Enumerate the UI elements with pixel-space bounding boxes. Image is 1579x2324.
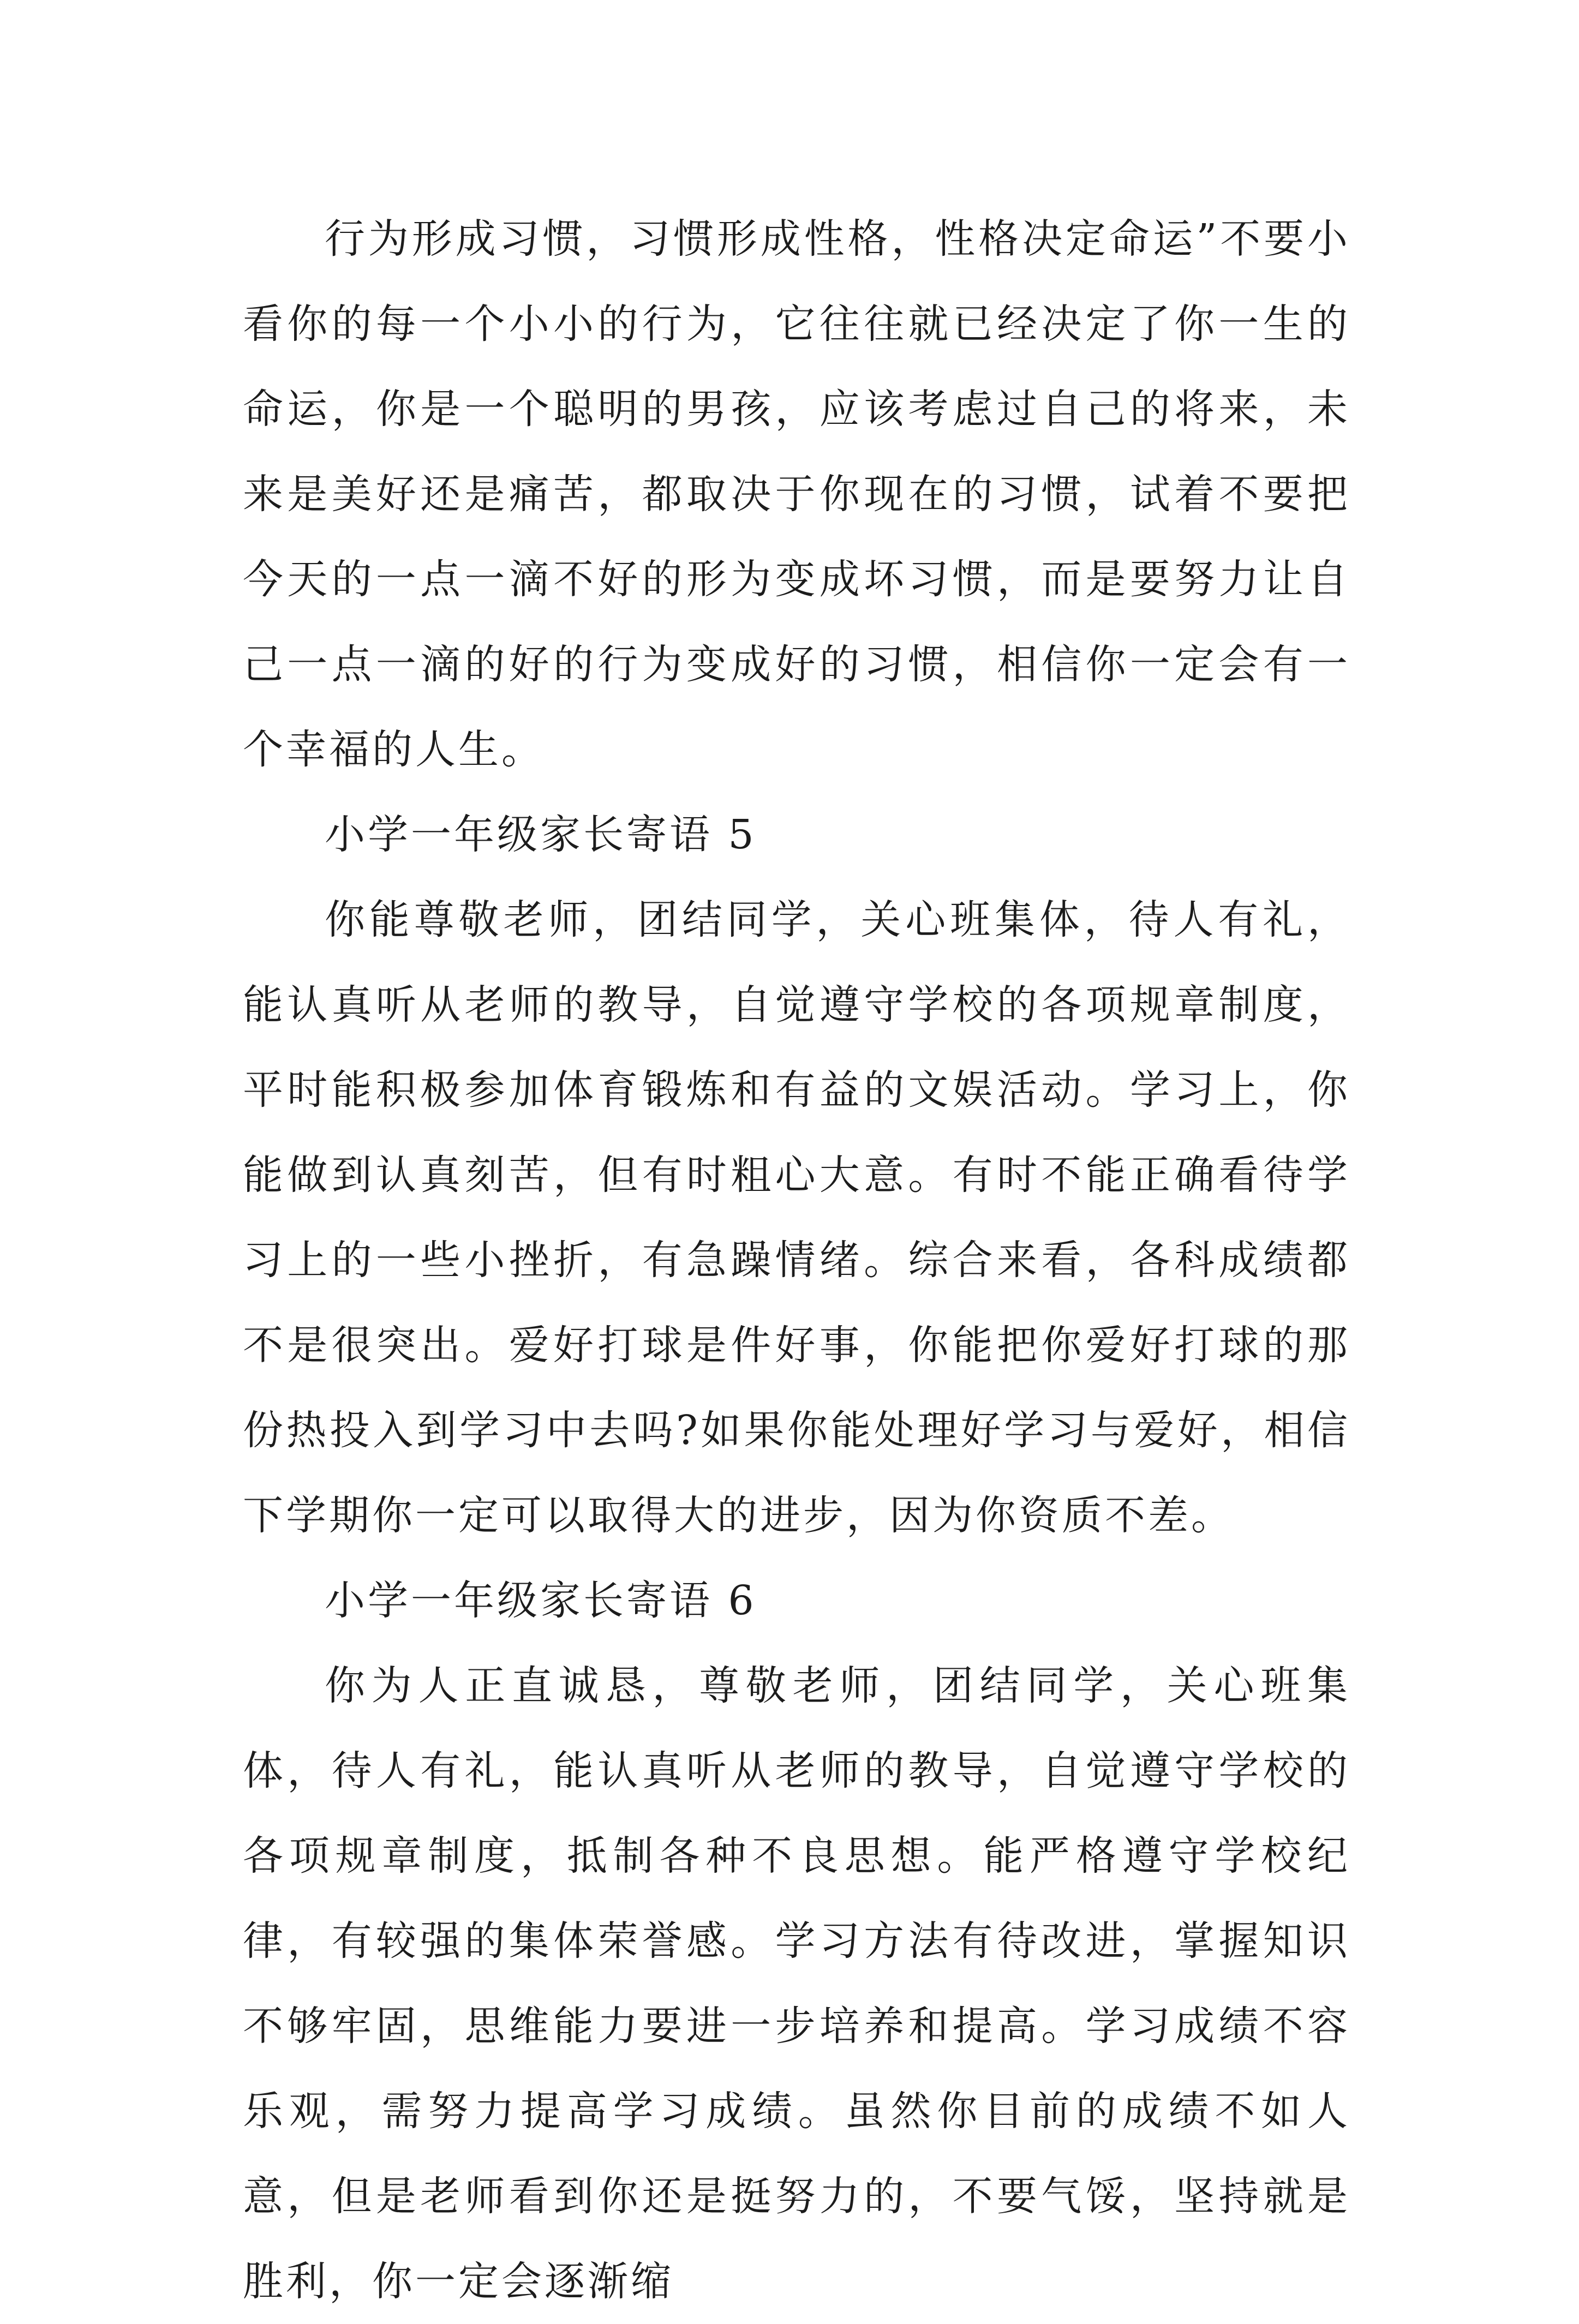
paragraph-message-5: 你能尊敬老师，团结同学，关心班集体，待人有礼，能认真听从老师的教导，自觉遵守学校的各项规章制度，平时能积极参加体育锻炼和有益的文娱活动。学习上，你能做到认真刻苦，但有时粗心大意。有时不能正确看待学习上的一些小挫折，有急躁情绪。综合来看，各科成绩都不是很突出。爱好打球是件好事，你能把你爱好打球的那份热投入到学习中去吗?如果你能处理好学习与爱好，相信下学期你一定可以取得大的进步，因为你资质不差。 xyxy=(243,896,1350,1539)
document-body xyxy=(243,196,1350,2324)
heading-message-6: 小学一年级家长寄语 6 xyxy=(325,1577,757,1624)
paragraph-habit: 行为形成习惯，习惯形成性格，性格决定命运”不要小看你的每一个小小的行为，它往往就已经决定了你一生的命运，你是一个聪明的男孩，应该考虑过自己的将来，未来是美好还是痛苦，都取决于你现在的习惯，试着不要把今天的一点一滴不好的形为变成坏习惯，而是要努力让自己一点一滴的好的行为变成好的习惯，相信你一定会有一个幸福的人生。 xyxy=(243,215,1350,773)
heading-message-5: 小学一年级家长寄语 5 xyxy=(325,811,757,858)
paragraph-message-6: 你为人正直诚恳，尊敬老师，团结同学，关心班集体，待人有礼，能认真听从老师的教导，自觉遵守学校的各项规章制度，抵制各种不良思想。能严格遵守学校纪律，有较强的集体荣誉感。学习方法有待改进，掌握知识不够牢固，思维能力要进一步培养和提高。学习成绩不容乐观，需努力提高学习成绩。虽然你目前的成绩不如人意，但是老师看到你还是挺努力的，不要气馁，坚持就是胜利，你一定会逐渐缩 xyxy=(243,1662,1350,2305)
